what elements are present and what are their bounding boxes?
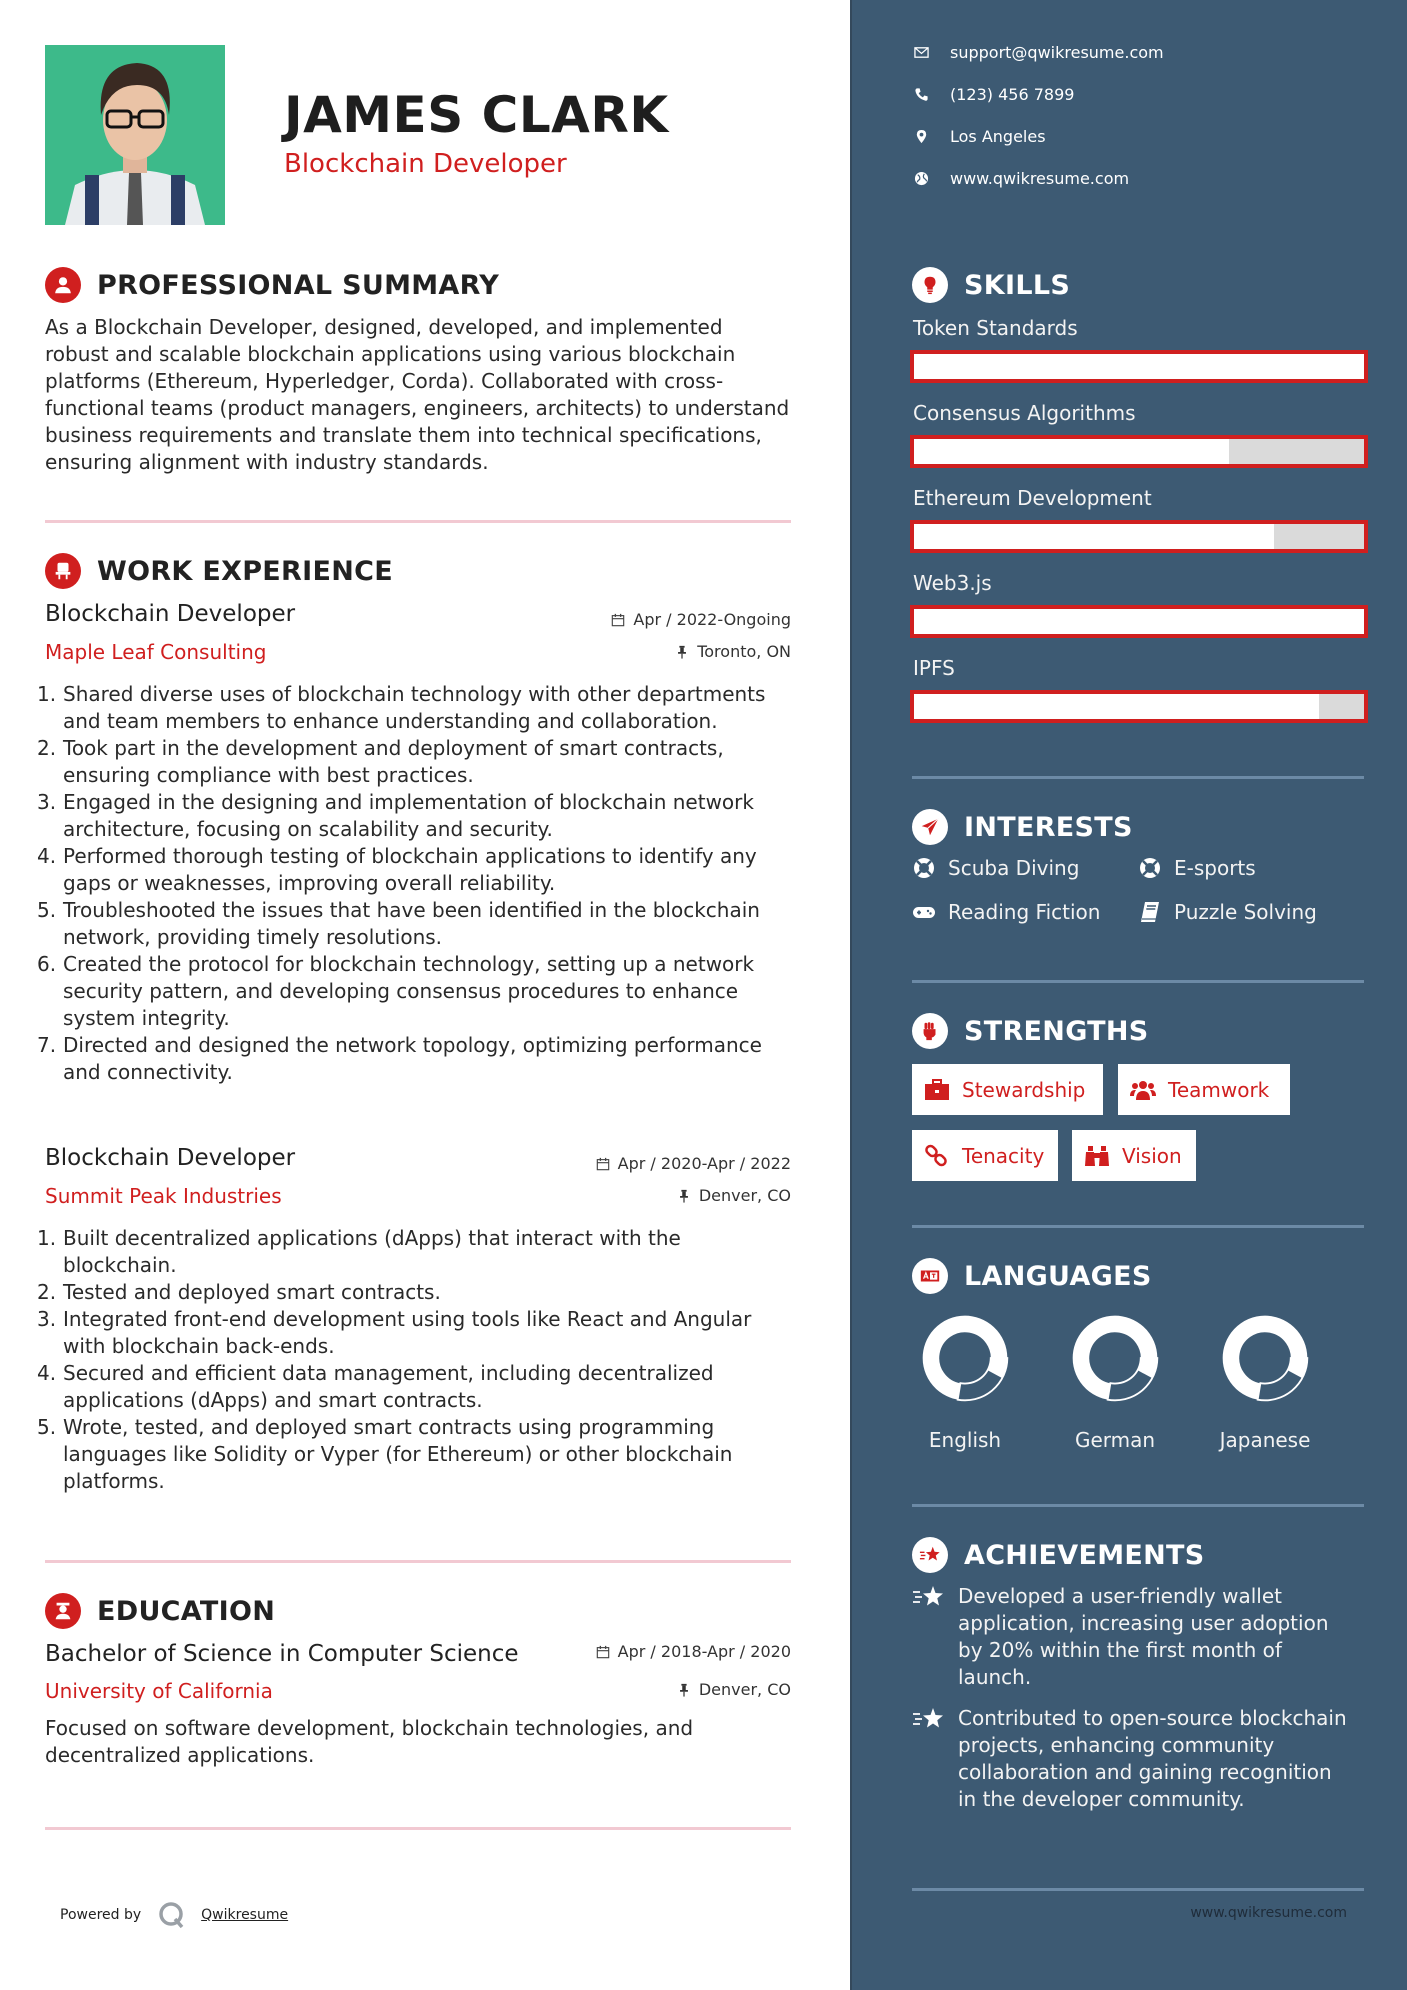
- language-donut-chart: [919, 1312, 1011, 1404]
- interest-puzzle-solving: [1138, 900, 1317, 924]
- map-marker-icon: [912, 128, 930, 146]
- interest-label: E-sports: [1174, 856, 1256, 880]
- skill-fill: [914, 524, 1274, 549]
- contact-website: [912, 169, 1129, 188]
- powered-by: [60, 1900, 288, 1930]
- skill-bar-web3js: [910, 605, 1368, 638]
- job-dates: [611, 610, 791, 629]
- summary-heading: [45, 267, 499, 303]
- bullet-item: Wrote, tested, and deployed smart contracts using programming languages like Solidity or Vyper (for Ethereum) or other blockchain platforms.: [63, 1415, 733, 1493]
- divider: [912, 980, 1364, 983]
- briefcase-icon: [924, 1078, 950, 1102]
- life-ring-icon: [1138, 856, 1162, 880]
- achievement-text: Contributed to open-source blockchain projects, enhancing community collaboration and gaining recognition in the developer community.: [958, 1706, 1347, 1811]
- divider: [45, 1827, 791, 1830]
- job-dates: [596, 1154, 791, 1173]
- skill-fill: [914, 694, 1319, 719]
- interest-reading-fiction: [912, 900, 1100, 924]
- language-label: Japanese: [1219, 1428, 1311, 1452]
- strength-label: Teamwork: [1168, 1077, 1270, 1102]
- divider: [912, 1888, 1364, 1891]
- language-label: German: [1074, 1428, 1156, 1452]
- shooting-star-icon: [912, 1537, 948, 1573]
- interest-scuba-diving: [912, 856, 1079, 880]
- summary-text: As a Blockchain Developer, designed, developed, and implemented robust and scalable blockchain applications using various blockchain platforms (Ethereum, Hyperledger, Corda). Collaborated with cross-functional teams (product managers, engineers, architects) to understand business requirements and translate them into technical specifications, ensuring alignment with industry standards.: [45, 315, 790, 474]
- fist-icon: [912, 1013, 948, 1049]
- skill-fill: [914, 609, 1364, 634]
- education-heading: [45, 1593, 275, 1629]
- skill-fill: [914, 354, 1364, 379]
- users-icon: [1130, 1078, 1156, 1102]
- job-location: [677, 1186, 791, 1205]
- shooting-star-icon: [912, 1705, 946, 1735]
- divider: [912, 1504, 1364, 1507]
- language-donut-chart: [1069, 1312, 1161, 1404]
- bullet-item: Troubleshooted the issues that have been identified in the blockchain network, providing timely resolutions.: [63, 898, 760, 949]
- envelope-icon: [912, 44, 930, 62]
- achievement-item: [912, 1705, 1352, 1813]
- profile-photo: [45, 45, 225, 225]
- language-english: [910, 1312, 1020, 1452]
- achievement-item: [912, 1583, 1352, 1691]
- contact-email: [912, 43, 1164, 62]
- footer-url[interactable]: www.qwikresume.com: [1190, 1905, 1347, 1921]
- skill-label: IPFS: [913, 656, 955, 680]
- experience-heading: [45, 553, 393, 589]
- section-title: INTERESTS: [964, 811, 1133, 843]
- strengths-heading: [912, 1013, 1149, 1049]
- pushpin-icon: [677, 1683, 691, 1697]
- website-link[interactable]: www.qwikresume.com: [950, 169, 1130, 188]
- job-title: Blockchain Developer: [45, 1145, 296, 1171]
- phone-text: (123) 456 7899: [950, 85, 1075, 104]
- bullet-item: Shared diverse uses of blockchain technology with other departments and team members to enhance understanding and collaboration.: [63, 682, 766, 733]
- skill-fill: [914, 439, 1229, 464]
- life-ring-icon: [912, 856, 936, 880]
- strength-label: Vision: [1122, 1143, 1182, 1168]
- user-icon: [45, 267, 81, 303]
- strength-badge-tenacity: [912, 1130, 1058, 1181]
- company-name: Summit Peak Industries: [45, 1184, 282, 1208]
- language-donut-chart: [1219, 1312, 1311, 1404]
- interest-e-sports: [1138, 856, 1256, 880]
- avatar: [45, 45, 225, 225]
- bullet-item: Built decentralized applications (dApps) that interact with the blockchain.: [63, 1226, 681, 1277]
- section-title: SKILLS: [964, 269, 1071, 301]
- strength-badge-stewardship: [912, 1064, 1103, 1115]
- strength-label: Stewardship: [962, 1077, 1086, 1102]
- candidate-name: JAMES CLARK: [284, 86, 669, 144]
- section-title: WORK EXPERIENCE: [97, 555, 393, 587]
- bullet-item: Engaged in the designing and implementation of blockchain network architecture, focusing on scalability and security.: [63, 790, 754, 841]
- sidebar: [850, 0, 1407, 1990]
- bullet-item: Integrated front-end development using tools like React and Angular with blockchain back-ends.: [63, 1307, 752, 1358]
- link-icon: [924, 1144, 950, 1168]
- divider: [912, 776, 1364, 779]
- location-text: Denver, CO: [698, 1186, 791, 1205]
- interest-label: Reading Fiction: [948, 900, 1101, 924]
- lightbulb-icon: [912, 267, 948, 303]
- job-bullets: [45, 1225, 795, 1495]
- company-name: Maple Leaf Consulting: [45, 640, 267, 664]
- job-location: [675, 642, 791, 661]
- language-label: English: [928, 1428, 1002, 1452]
- pushpin-icon: [675, 645, 689, 659]
- calendar-icon: [596, 1645, 610, 1659]
- skill-label: Web3.js: [913, 571, 992, 595]
- degree-title: Bachelor of Science in Computer Science: [45, 1641, 519, 1667]
- gamepad-icon: [912, 900, 936, 924]
- qwikresume-logo-icon: [157, 1900, 187, 1930]
- calendar-icon: [596, 1157, 610, 1171]
- section-title: PROFESSIONAL SUMMARY: [97, 269, 500, 301]
- skills-heading: [912, 267, 1070, 303]
- book-icon: [1138, 900, 1162, 924]
- contact-location: [912, 127, 1046, 146]
- skill-bar-token-standards: [910, 350, 1368, 383]
- calendar-icon: [611, 613, 625, 627]
- skill-bar-consensus-algorithms: [910, 435, 1368, 468]
- achievements-heading: [912, 1537, 1205, 1573]
- strength-badge-teamwork: [1118, 1064, 1290, 1115]
- pushpin-icon: [677, 1189, 691, 1203]
- bullet-item: Secured and efficient data management, including decentralized applications (dApps) and smart contracts.: [63, 1361, 714, 1412]
- education-location: [677, 1680, 791, 1699]
- strength-label: Tenacity: [962, 1143, 1045, 1168]
- achievement-text: Developed a user-friendly wallet application, increasing user adoption by 20% within the first month of launch.: [958, 1584, 1329, 1689]
- job-bullets: [45, 681, 795, 1086]
- skill-label: Ethereum Development: [913, 486, 1152, 510]
- interests-heading: [912, 809, 1133, 845]
- shooting-star-icon: [912, 1583, 946, 1613]
- globe-icon: [912, 170, 930, 188]
- qwikresume-link[interactable]: Qwikresume: [201, 1907, 289, 1923]
- location-text: Los Angeles: [950, 127, 1046, 146]
- skill-bar-ethereum-development: [910, 520, 1368, 553]
- location-text: Toronto, ON: [697, 642, 791, 661]
- skill-label: Consensus Algorithms: [913, 401, 1136, 425]
- graduate-icon: [45, 1593, 81, 1629]
- strength-badge-vision: [1072, 1130, 1196, 1181]
- education-dates: [596, 1642, 791, 1661]
- date-range: Apr / 2020-Apr / 2022: [617, 1154, 791, 1173]
- language-japanese: [1210, 1312, 1320, 1452]
- bullet-item: Took part in the development and deployment of smart contracts, ensuring compliance with best practices.: [63, 736, 724, 787]
- divider: [45, 1560, 791, 1563]
- school-name: University of California: [45, 1679, 273, 1703]
- section-title: STRENGTHS: [964, 1015, 1149, 1047]
- interest-label: Scuba Diving: [948, 856, 1080, 880]
- date-range: Apr / 2022-Ongoing: [633, 610, 791, 629]
- chair-icon: [45, 553, 81, 589]
- divider: [912, 1225, 1364, 1228]
- bullet-item: Directed and designed the network topology, optimizing performance and connectivity.: [63, 1033, 762, 1084]
- location-text: Denver, CO: [698, 1680, 791, 1699]
- email-text[interactable]: support@qwikresume.com: [950, 43, 1164, 62]
- education-description: Focused on software development, blockchain technologies, and decentralized applications.: [45, 1716, 694, 1767]
- translate-icon: [912, 1258, 948, 1294]
- date-range: Apr / 2018-Apr / 2020: [617, 1642, 791, 1661]
- job-title: Blockchain Developer: [45, 601, 296, 627]
- language-german: [1060, 1312, 1170, 1452]
- divider: [45, 520, 791, 523]
- languages-heading: [912, 1258, 1152, 1294]
- bullet-item: Performed thorough testing of blockchain applications to identify any gaps or weaknesses, improving overall reliability.: [63, 844, 757, 895]
- skill-bar-ipfs: [910, 690, 1368, 723]
- interest-label: Puzzle Solving: [1174, 900, 1317, 924]
- bullet-item: Tested and deployed smart contracts.: [63, 1280, 441, 1304]
- section-title: ACHIEVEMENTS: [964, 1539, 1205, 1571]
- candidate-title: Blockchain Developer: [284, 149, 567, 179]
- paper-plane-icon: [912, 809, 948, 845]
- contact-phone: [912, 85, 1074, 104]
- binoculars-icon: [1084, 1144, 1110, 1168]
- powered-by-label: Powered by: [60, 1907, 142, 1923]
- skill-label: Token Standards: [913, 316, 1078, 340]
- section-title: LANGUAGES: [964, 1260, 1152, 1292]
- bullet-item: Created the protocol for blockchain technology, setting up a network security pattern, and developing consensus procedures to enhance system integrity.: [63, 952, 755, 1030]
- section-title: EDUCATION: [97, 1595, 276, 1627]
- phone-icon: [912, 86, 930, 104]
